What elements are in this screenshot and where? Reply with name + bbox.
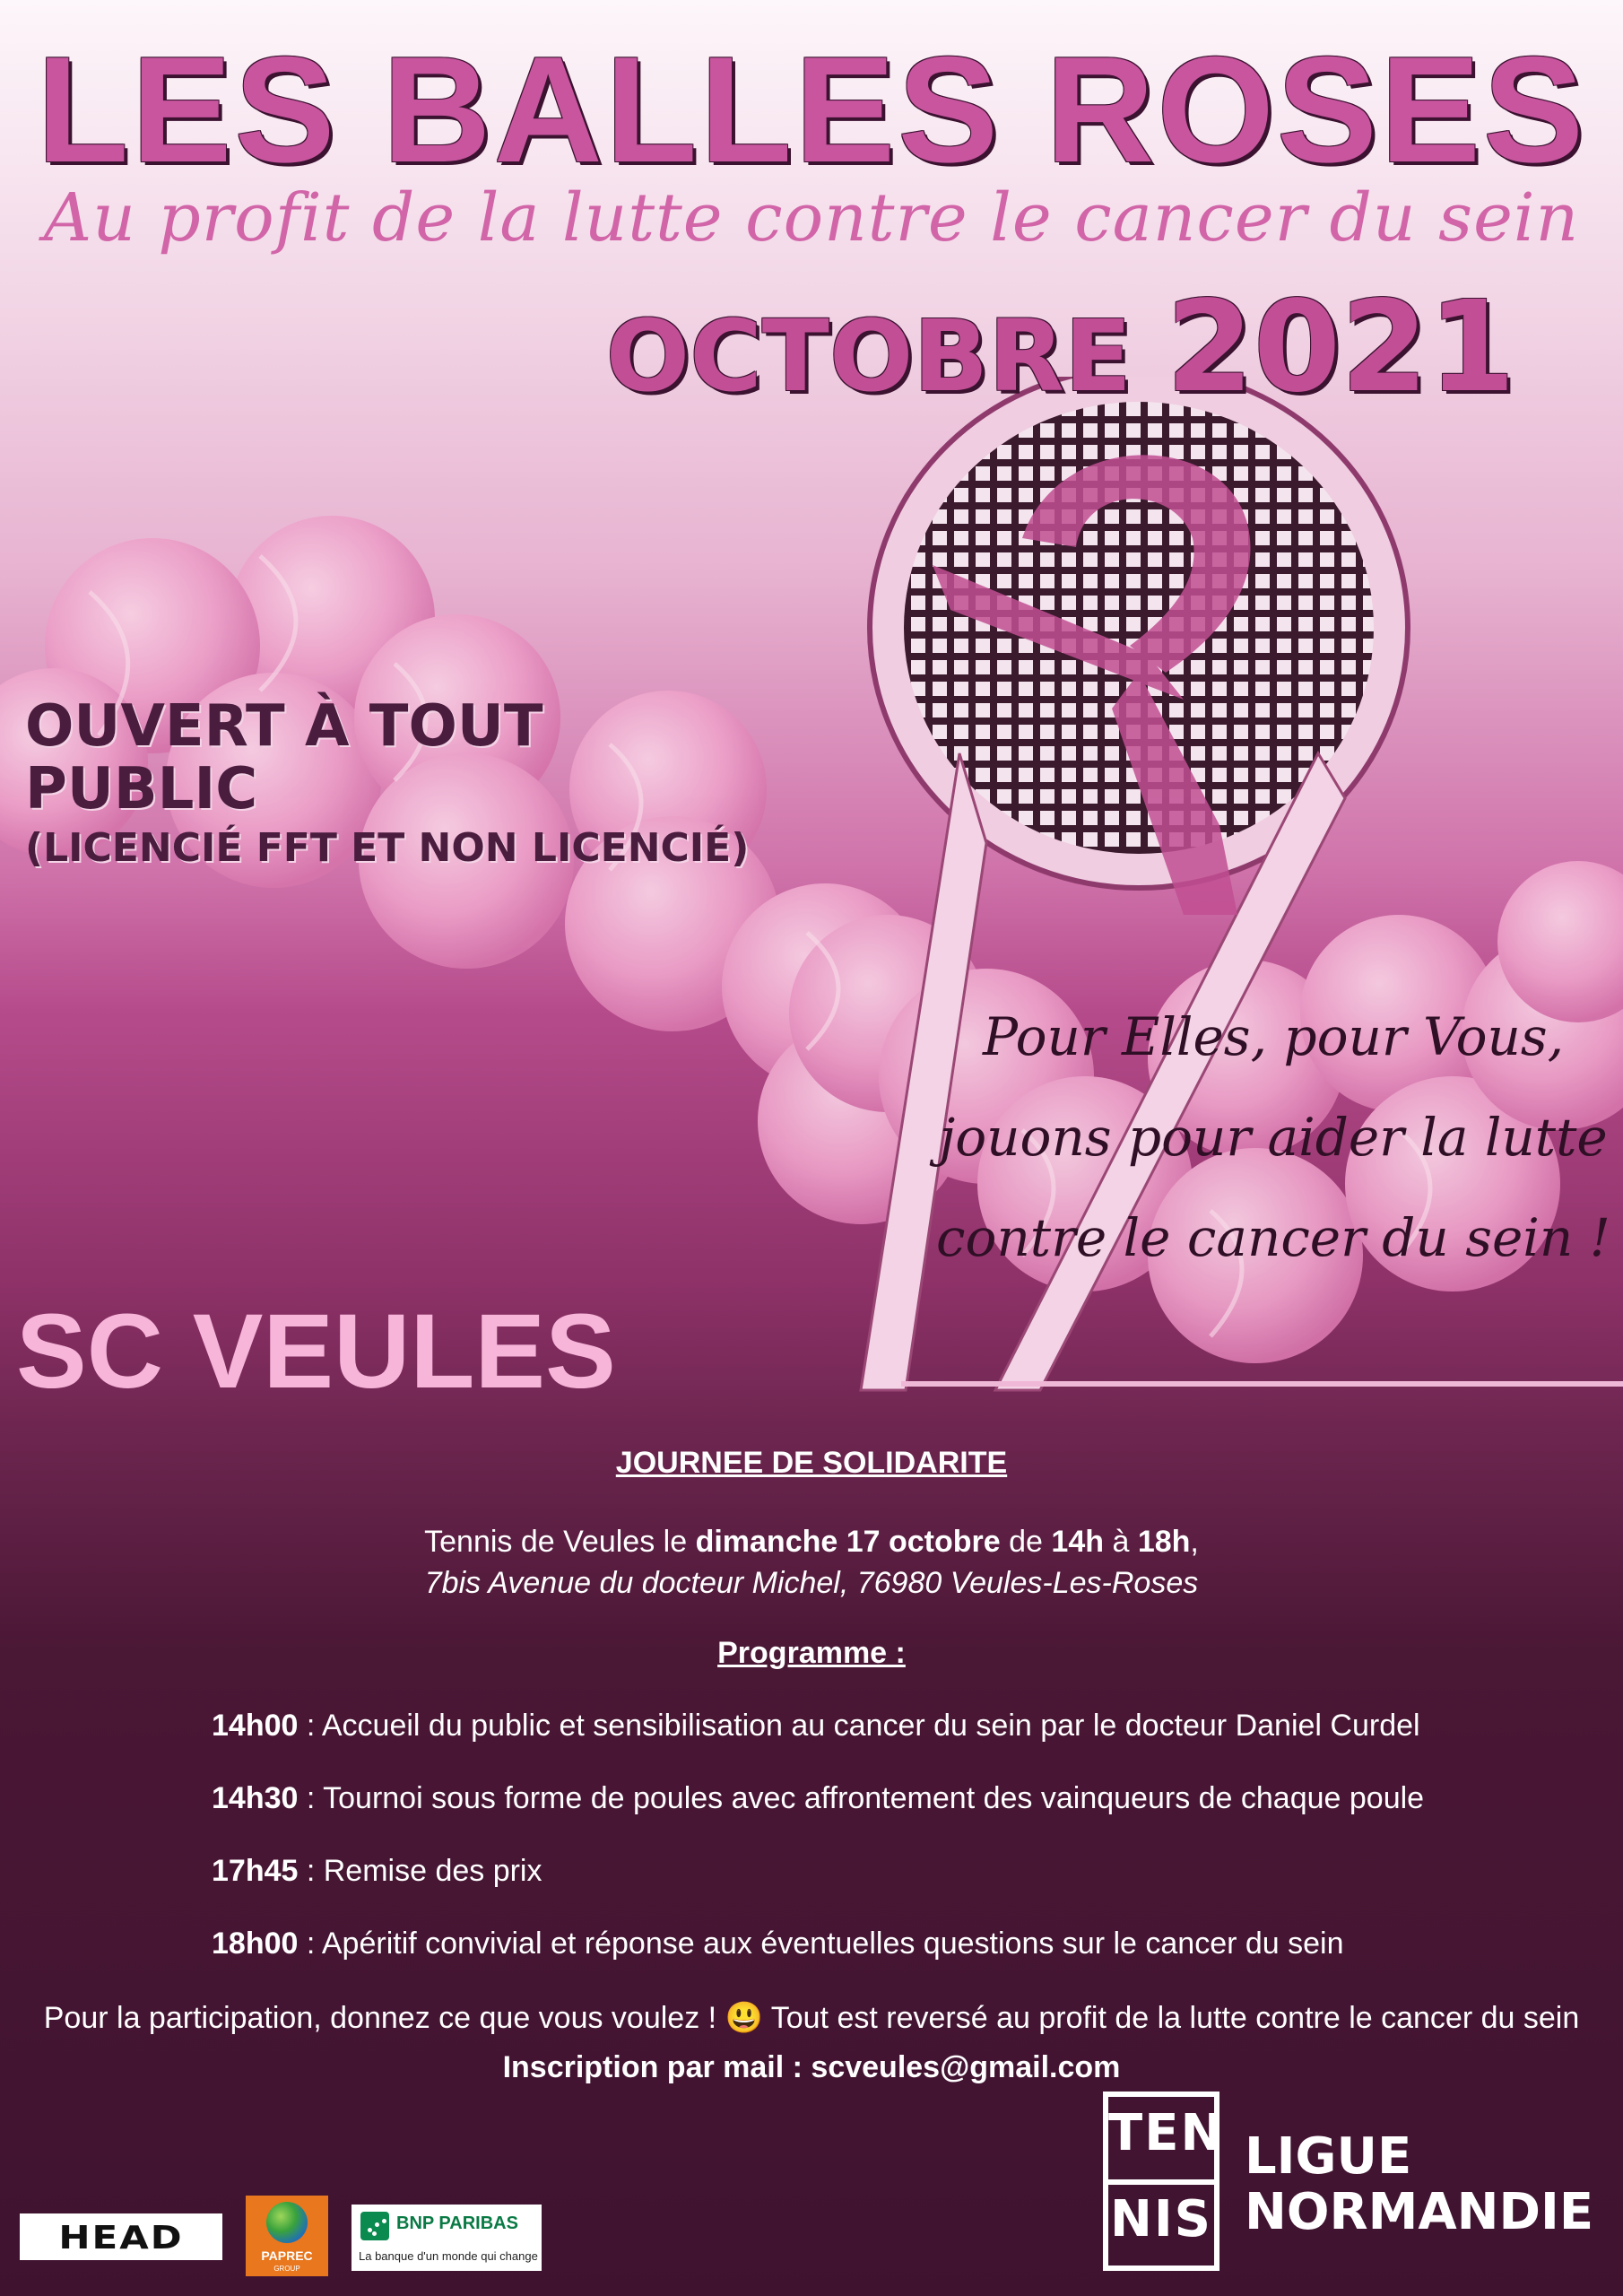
ligue-line: LIGUE — [1245, 2127, 1412, 2186]
slogan-line: jouons pour aider la lutte — [939, 1107, 1608, 1168]
event-date — [605, 274, 1515, 421]
participation-text: Pour la participation, donnez ce que vous voulez ! — [43, 2001, 725, 2035]
open-public-notice — [25, 695, 769, 873]
bnp-logo-text: BNP PARIBAS — [396, 2213, 518, 2233]
program-text: : Accueil du public et sensibilisation au cancer du sein par le docteur Daniel Curdel — [298, 1709, 1420, 1743]
venue-date: dimanche 17 octobre — [695, 1525, 1001, 1559]
slogan-line: contre le cancer du sein ! — [936, 1207, 1610, 1268]
head-logo-text: HEAD — [58, 2218, 184, 2256]
program-heading: Programme : — [717, 1636, 906, 1670]
program-text: : Apéritif convivial et réponse aux éventuelles questions sur le cancer du sein — [298, 1926, 1344, 1961]
poster-title: LES BALLES ROSES — [36, 25, 1587, 194]
club-divider — [901, 1381, 1623, 1387]
globe-icon — [266, 2202, 308, 2243]
tennis-logo-bottom: NIS — [1109, 2190, 1213, 2248]
program-time: 17h45 — [212, 1854, 299, 1888]
sponsor-logos — [0, 2081, 1623, 2296]
slogan-line: Pour Elles, pour Vous, — [982, 1006, 1565, 1067]
tennis-logo-divider — [1108, 2179, 1214, 2185]
tennis-logo-top: TEN — [1108, 2104, 1225, 2162]
participation-line — [0, 2000, 1623, 2036]
smile-emoji-icon: 😃 — [725, 2001, 763, 2035]
program-time: 14h30 — [212, 1781, 299, 1815]
event-year: 2021 — [1166, 274, 1515, 421]
venue-start: 14h — [1051, 1525, 1104, 1559]
program-time: 18h00 — [212, 1926, 299, 1961]
head-logo — [20, 2213, 222, 2260]
venue-end: 18h — [1137, 1525, 1191, 1559]
program-item — [212, 1709, 1557, 1744]
venue-text: Tennis de Veules le — [424, 1525, 696, 1559]
address-text: 7bis Avenue du docteur Michel, 76980 Veules-Les-Roses — [424, 1566, 1199, 1600]
venue-text: , — [1190, 1525, 1199, 1559]
paprec-logo — [246, 2196, 328, 2276]
paprec-logo-text: PAPREC — [261, 2248, 313, 2263]
bnp-tagline: La banque d'un monde qui change — [359, 2249, 538, 2263]
program-item — [212, 1854, 1557, 1889]
program-text: : Tournoi sous forme de poules avec affrontement des vainqueurs de chaque poule — [298, 1781, 1425, 1815]
program-item — [212, 1781, 1557, 1816]
program-item — [212, 1926, 1557, 1961]
bnp-stars-icon — [360, 2212, 389, 2240]
bnp-paribas-logo — [352, 2205, 542, 2271]
program-text: : Remise des prix — [298, 1854, 542, 1888]
venue-line — [0, 1525, 1623, 1560]
event-month: OCTOBRE — [605, 299, 1133, 413]
venue-address — [0, 1566, 1623, 1601]
open-public-main: OUVERT À TOUT PUBLIC — [25, 693, 543, 823]
slogan — [933, 987, 1614, 1288]
participation-text: Tout est reversé au profit de la lutte contre le cancer du sein — [762, 2001, 1580, 2035]
tennis-logo — [1103, 2092, 1225, 2271]
club-name: SC VEULES — [16, 1292, 616, 1411]
poster-subtitle: Au profit de la lutte contre le cancer du sein — [43, 179, 1580, 257]
ligue-line: NORMANDIE — [1245, 2183, 1594, 2241]
registration-email[interactable]: Inscription par mail : scveules@gmail.com — [502, 2050, 1121, 2084]
venue-text: de — [1000, 1525, 1052, 1559]
open-public-sub: (LICENCIÉ FFT ET NON LICENCIÉ) — [25, 824, 750, 871]
paprec-group-text: GROUP — [273, 2265, 300, 2273]
solidarity-heading: JOURNEE DE SOLIDARITE — [615, 1446, 1008, 1480]
program-time: 14h00 — [212, 1709, 299, 1743]
ligue-normandie-logo — [1245, 2129, 1593, 2240]
venue-text: à — [1104, 1525, 1138, 1559]
